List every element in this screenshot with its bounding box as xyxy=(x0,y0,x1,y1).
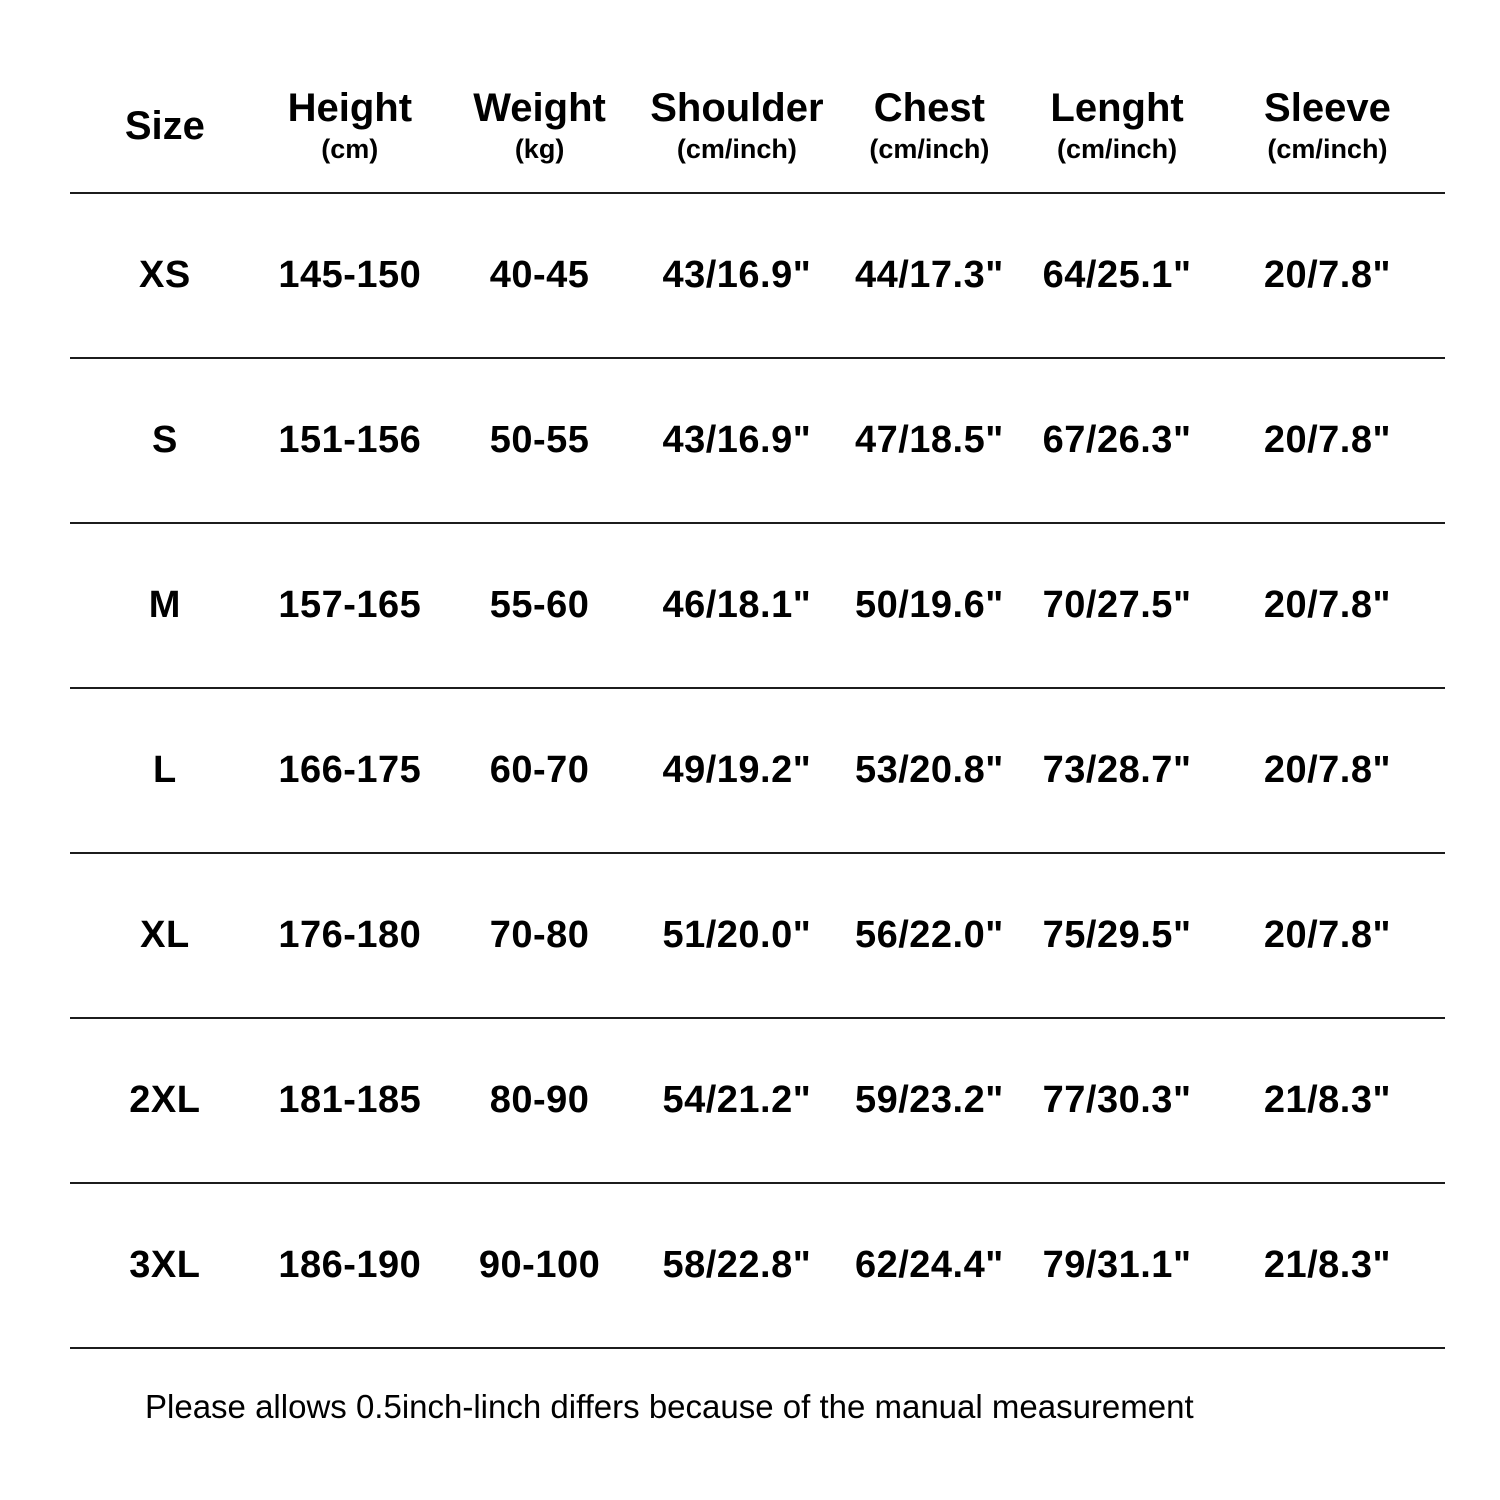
column-label: Shoulder xyxy=(650,85,824,130)
cell-weight: 50-55 xyxy=(489,419,590,461)
cell-height: 145-150 xyxy=(278,254,422,296)
column-unit: (kg) xyxy=(514,133,565,164)
column-label: Weight xyxy=(473,85,606,130)
cell-sleeve: 20/7.8" xyxy=(1263,254,1392,296)
column-header-chest xyxy=(835,60,1025,193)
column-header-size xyxy=(70,60,260,193)
column-label: Size xyxy=(124,104,205,148)
size-chart-table xyxy=(70,60,1445,1349)
cell-chest: 44/17.3" xyxy=(854,254,1004,296)
cell-height: 176-180 xyxy=(278,914,422,956)
cell-sleeve: 20/7.8" xyxy=(1263,584,1392,626)
cell-chest: 47/18.5" xyxy=(854,419,1004,461)
cell-length: 77/30.3" xyxy=(1042,1079,1192,1121)
cell-weight: 60-70 xyxy=(489,749,590,791)
cell-sleeve: 20/7.8" xyxy=(1263,749,1392,791)
cell-sleeve: 21/8.3" xyxy=(1263,1244,1392,1286)
column-label: Lenght xyxy=(1050,85,1184,130)
column-header-shoulder xyxy=(639,60,834,193)
cell-weight: 90-100 xyxy=(478,1244,601,1286)
cell-sleeve: 20/7.8" xyxy=(1263,914,1392,956)
cell-length: 75/29.5" xyxy=(1042,914,1192,956)
cell-sleeve: 20/7.8" xyxy=(1263,419,1392,461)
column-label: Sleeve xyxy=(1264,85,1391,130)
cell-shoulder: 43/16.9" xyxy=(662,254,812,296)
table-row-xl xyxy=(70,853,1445,1018)
cell-weight: 80-90 xyxy=(489,1079,590,1121)
cell-height: 151-156 xyxy=(278,419,422,461)
table-row-3xl xyxy=(70,1183,1445,1348)
cell-shoulder: 43/16.9" xyxy=(662,419,812,461)
cell-size: XL xyxy=(140,914,190,956)
column-unit: (cm) xyxy=(321,133,379,164)
cell-length: 79/31.1" xyxy=(1042,1244,1192,1286)
cell-sleeve: 21/8.3" xyxy=(1263,1079,1392,1121)
cell-chest: 59/23.2" xyxy=(854,1079,1004,1121)
cell-size: M xyxy=(148,584,181,626)
table-row-s xyxy=(70,358,1445,523)
column-unit: (cm/inch) xyxy=(676,133,797,164)
measurement-note: Please allows 0.5inch-linch differs because of the manual measurement xyxy=(145,1388,1194,1425)
header-row xyxy=(70,60,1445,193)
cell-length: 70/27.5" xyxy=(1042,584,1192,626)
cell-size: 2XL xyxy=(129,1079,201,1121)
cell-weight: 70-80 xyxy=(489,914,590,956)
cell-chest: 62/24.4" xyxy=(854,1244,1004,1286)
cell-height: 157-165 xyxy=(278,584,422,626)
cell-size: L xyxy=(153,749,177,791)
column-header-weight xyxy=(440,60,639,193)
cell-length: 64/25.1" xyxy=(1042,254,1192,296)
cell-weight: 40-45 xyxy=(489,254,590,296)
cell-height: 181-185 xyxy=(278,1079,422,1121)
cell-shoulder: 54/21.2" xyxy=(662,1079,812,1121)
table-row-l xyxy=(70,688,1445,853)
column-header-height xyxy=(260,60,440,193)
cell-chest: 53/20.8" xyxy=(854,749,1004,791)
cell-shoulder: 49/19.2" xyxy=(662,749,812,791)
column-header-length xyxy=(1024,60,1210,193)
cell-height: 186-190 xyxy=(278,1244,422,1286)
cell-size: S xyxy=(151,419,178,461)
cell-shoulder: 58/22.8" xyxy=(662,1244,812,1286)
cell-chest: 50/19.6" xyxy=(854,584,1004,626)
column-label: Height xyxy=(287,85,413,130)
cell-length: 67/26.3" xyxy=(1042,419,1192,461)
table-row-xs xyxy=(70,193,1445,358)
column-unit: (cm/inch) xyxy=(869,133,990,164)
column-header-sleeve xyxy=(1210,60,1445,193)
cell-size: XS xyxy=(139,254,191,296)
cell-size: 3XL xyxy=(129,1244,201,1286)
cell-height: 166-175 xyxy=(278,749,422,791)
cell-shoulder: 51/20.0" xyxy=(662,914,812,956)
cell-chest: 56/22.0" xyxy=(854,914,1004,956)
column-unit: (cm/inch) xyxy=(1057,133,1178,164)
cell-shoulder: 46/18.1" xyxy=(662,584,812,626)
column-unit: (cm/inch) xyxy=(1267,133,1388,164)
table-row-2xl xyxy=(70,1018,1445,1183)
cell-length: 73/28.7" xyxy=(1042,749,1192,791)
cell-weight: 55-60 xyxy=(489,584,590,626)
column-label: Chest xyxy=(873,85,985,130)
table-row-m xyxy=(70,523,1445,688)
